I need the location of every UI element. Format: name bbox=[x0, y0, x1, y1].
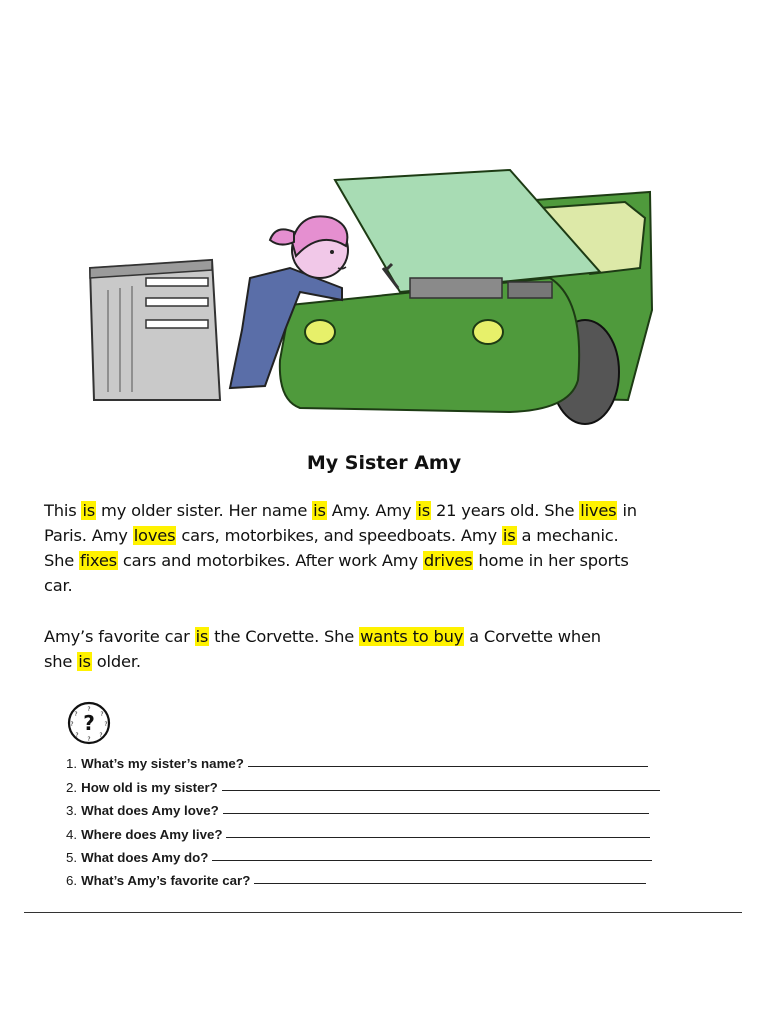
question-clock-icon bbox=[66, 700, 112, 746]
answer-line[interactable] bbox=[226, 837, 650, 838]
story-paragraph-2 bbox=[44, 624, 724, 674]
story-text: Paris. Amy bbox=[44, 526, 133, 545]
question-number: 5. bbox=[66, 849, 78, 865]
svg-text:?: ? bbox=[104, 721, 108, 728]
question-item bbox=[66, 818, 706, 841]
story-text: car. bbox=[44, 576, 73, 595]
story-paragraph-1 bbox=[44, 498, 724, 598]
svg-text:?: ? bbox=[74, 711, 78, 718]
question-text: What does Amy do? bbox=[81, 849, 209, 865]
story-text: she bbox=[44, 652, 78, 671]
svg-text:?: ? bbox=[100, 711, 104, 718]
story-text: She bbox=[44, 551, 80, 570]
svg-text:?: ? bbox=[70, 721, 74, 728]
highlighted-verb: fixes bbox=[80, 551, 117, 570]
bottom-divider bbox=[24, 912, 742, 913]
highlighted-verb: is bbox=[82, 501, 96, 520]
highlighted-verb: loves bbox=[133, 526, 176, 545]
svg-text:?: ? bbox=[99, 732, 103, 739]
story-text: home in her sports bbox=[473, 551, 629, 570]
question-number: 2. bbox=[66, 779, 78, 795]
mechanic-illustration bbox=[80, 160, 660, 430]
question-number: 4. bbox=[66, 826, 78, 842]
story-text: in bbox=[617, 501, 637, 520]
highlighted-verb: is bbox=[78, 652, 91, 671]
story-line bbox=[44, 548, 724, 573]
story-text: a mechanic. bbox=[516, 526, 619, 545]
question-number: 3. bbox=[66, 803, 78, 819]
page-title: My Sister Amy bbox=[306, 452, 462, 474]
story-text: my older sister. Her name bbox=[96, 501, 313, 520]
story-line bbox=[44, 498, 724, 523]
story-text: Amy. Amy bbox=[326, 501, 417, 520]
story-line bbox=[44, 624, 724, 649]
answer-line[interactable] bbox=[254, 883, 646, 884]
question-item bbox=[66, 771, 706, 794]
question-text: What does Amy love? bbox=[81, 803, 219, 819]
question-text: How old is my sister? bbox=[81, 779, 218, 795]
story-line bbox=[44, 649, 724, 674]
story-text: cars, motorbikes, and speedboats. Amy bbox=[176, 526, 502, 545]
svg-text:?: ? bbox=[87, 706, 91, 713]
answer-line[interactable] bbox=[222, 790, 660, 791]
story-line bbox=[44, 573, 724, 598]
story-text: cars and motorbikes. After work Amy bbox=[117, 551, 423, 570]
svg-text:?: ? bbox=[75, 732, 79, 739]
answer-line[interactable] bbox=[223, 813, 649, 814]
story-text: older. bbox=[91, 652, 141, 671]
question-number: 1. bbox=[66, 756, 78, 772]
question-item bbox=[66, 842, 706, 865]
answer-line[interactable] bbox=[248, 766, 648, 767]
story-line bbox=[44, 523, 724, 548]
svg-text:?: ? bbox=[87, 736, 91, 743]
highlighted-verb: lives bbox=[580, 501, 617, 520]
question-item bbox=[66, 865, 706, 888]
highlighted-verb: is bbox=[313, 501, 326, 520]
highlighted-verb: is bbox=[502, 526, 516, 545]
highlighted-verb: is bbox=[417, 501, 431, 520]
highlighted-verb: drives bbox=[423, 551, 473, 570]
question-text: What’s Amy’s favorite car? bbox=[81, 873, 251, 889]
question-number: 6. bbox=[66, 873, 78, 889]
question-text: Where does Amy live? bbox=[81, 826, 223, 842]
story-text: 21 years old. She bbox=[431, 501, 580, 520]
question-item bbox=[66, 795, 706, 818]
story-text: a Corvette when bbox=[464, 627, 601, 646]
svg-text:?: ? bbox=[83, 711, 95, 735]
highlighted-verb: is bbox=[195, 627, 209, 646]
question-list bbox=[66, 748, 706, 888]
story-text: This bbox=[44, 501, 82, 520]
question-item bbox=[66, 748, 706, 771]
tool-cabinet bbox=[90, 260, 220, 400]
highlighted-verb: wants to buy bbox=[360, 627, 464, 646]
story-text: the Corvette. She bbox=[209, 627, 360, 646]
answer-line[interactable] bbox=[212, 860, 652, 861]
story-text: Amy’s favorite car bbox=[44, 627, 195, 646]
question-text: What’s my sister’s name? bbox=[81, 756, 244, 772]
